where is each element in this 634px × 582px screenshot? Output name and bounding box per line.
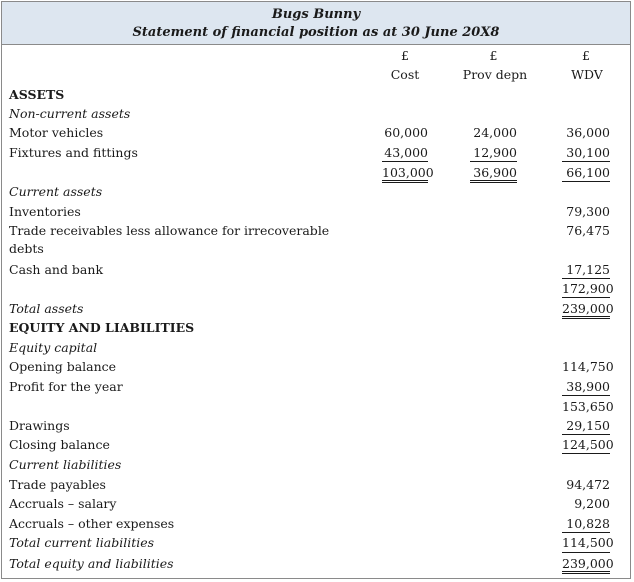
accruals-salary-wdv: 9,200 <box>574 496 610 511</box>
statement-table <box>1 1 631 579</box>
statement-title: Statement of financial position as at 30 June 20X8 <box>132 25 500 40</box>
accruals-salary-row <box>2 494 630 513</box>
cl-heading: Current liabilities <box>9 457 122 472</box>
equity-liab-heading: EQUITY AND LIABILITIES <box>9 320 195 335</box>
closing-row <box>2 435 630 454</box>
accruals-other-label: Accruals – other expenses <box>9 516 175 531</box>
cost-currency: £ <box>401 48 409 63</box>
profit-wdv: 38,900 <box>566 379 610 394</box>
cost-header: Cost <box>390 67 420 82</box>
total-eq-liab-label: Total equity and liabilities <box>9 556 174 571</box>
fixtures-row <box>2 143 630 162</box>
opening-wdv: 114,750 <box>562 359 614 374</box>
assets-heading-row <box>2 85 630 104</box>
profit-label: Profit for the year <box>9 379 123 394</box>
fixtures-cost: 43,000 <box>384 145 428 160</box>
equity-liab-heading-row <box>2 318 630 337</box>
fixtures-wdv: 30,100 <box>566 145 610 160</box>
trade-payables-row <box>2 475 630 494</box>
nca-heading: Non-current assets <box>9 106 131 121</box>
inventories-row <box>2 202 630 221</box>
motor-depn: 24,000 <box>473 125 517 140</box>
depn-currency: £ <box>489 48 498 63</box>
ca-total-wdv: 172,900 <box>562 281 614 296</box>
motor-row <box>2 123 630 142</box>
total-eq-liab-row <box>2 554 630 573</box>
ca-heading: Current assets <box>9 184 103 199</box>
nca-total-cost: 103,000 <box>382 165 434 180</box>
trade-receivables-label-cont: debts <box>9 241 44 256</box>
motor-label: Motor vehicles <box>9 125 104 140</box>
total-assets-wdv: 239,000 <box>562 301 614 316</box>
statement-header <box>2 2 630 45</box>
trade-payables-wdv: 94,472 <box>566 477 610 492</box>
inventories-label: Inventories <box>9 204 81 219</box>
cash-label: Cash and bank <box>9 262 104 277</box>
drawings-row <box>2 416 630 435</box>
underline <box>562 453 610 454</box>
total-assets-label: Total assets <box>9 301 84 316</box>
motor-wdv: 36,000 <box>566 125 610 140</box>
subtotal-wdv: 153,650 <box>562 399 614 414</box>
total-assets-row <box>2 299 630 318</box>
ca-heading-row <box>2 182 630 201</box>
underline <box>562 552 610 553</box>
nca-heading-row <box>2 104 630 123</box>
closing-wdv: 124,500 <box>562 437 614 452</box>
ca-total-row <box>2 279 630 298</box>
trade-receivables-row <box>2 221 630 240</box>
equity-capital-row <box>2 338 630 357</box>
cl-heading-row <box>2 455 630 474</box>
drawings-label: Drawings <box>9 418 70 433</box>
accruals-other-row <box>2 514 630 533</box>
nca-total-wdv: 66,100 <box>566 165 610 180</box>
opening-label: Opening balance <box>9 359 117 374</box>
underline <box>562 161 610 162</box>
underline <box>382 161 428 162</box>
wdv-currency: £ <box>582 48 590 63</box>
motor-cost: 60,000 <box>384 125 428 140</box>
nca-total-row <box>2 163 630 182</box>
accruals-salary-label: Accruals – salary <box>9 496 117 511</box>
total-cl-row <box>2 533 630 552</box>
cash-row <box>2 260 630 279</box>
cash-wdv: 17,125 <box>566 262 610 277</box>
trade-payables-label: Trade payables <box>9 477 106 492</box>
accruals-other-wdv: 10,828 <box>566 516 610 531</box>
fixtures-label: Fixtures and fittings <box>9 145 138 160</box>
underline <box>562 297 610 298</box>
trade-receivables-row-cont <box>2 239 630 258</box>
assets-heading: ASSETS <box>9 87 65 102</box>
trade-receivables-label: Trade receivables less allowance for irrecoverable <box>9 223 330 238</box>
profit-row <box>2 377 630 396</box>
underline <box>470 161 517 162</box>
subtotal-row <box>2 397 630 416</box>
nca-total-depn: 36,900 <box>473 165 517 180</box>
entity-name: Bugs Bunny <box>271 7 361 22</box>
double-underline <box>562 571 610 574</box>
equity-capital-heading: Equity capital <box>9 340 98 355</box>
total-eq-liab-wdv: 239,000 <box>562 556 614 571</box>
total-cl-label: Total current liabilities <box>9 535 155 550</box>
inventories-wdv: 79,300 <box>566 204 610 219</box>
closing-label: Closing balance <box>9 437 110 452</box>
trade-receivables-wdv: 76,475 <box>566 223 610 238</box>
underline <box>562 395 610 396</box>
drawings-wdv: 29,150 <box>566 418 610 433</box>
opening-row <box>2 357 630 376</box>
total-cl-wdv: 114,500 <box>562 535 614 550</box>
prov-depn-header: Prov depn <box>462 67 528 82</box>
wdv-header: WDV <box>571 67 603 82</box>
fixtures-depn: 12,900 <box>473 145 517 160</box>
